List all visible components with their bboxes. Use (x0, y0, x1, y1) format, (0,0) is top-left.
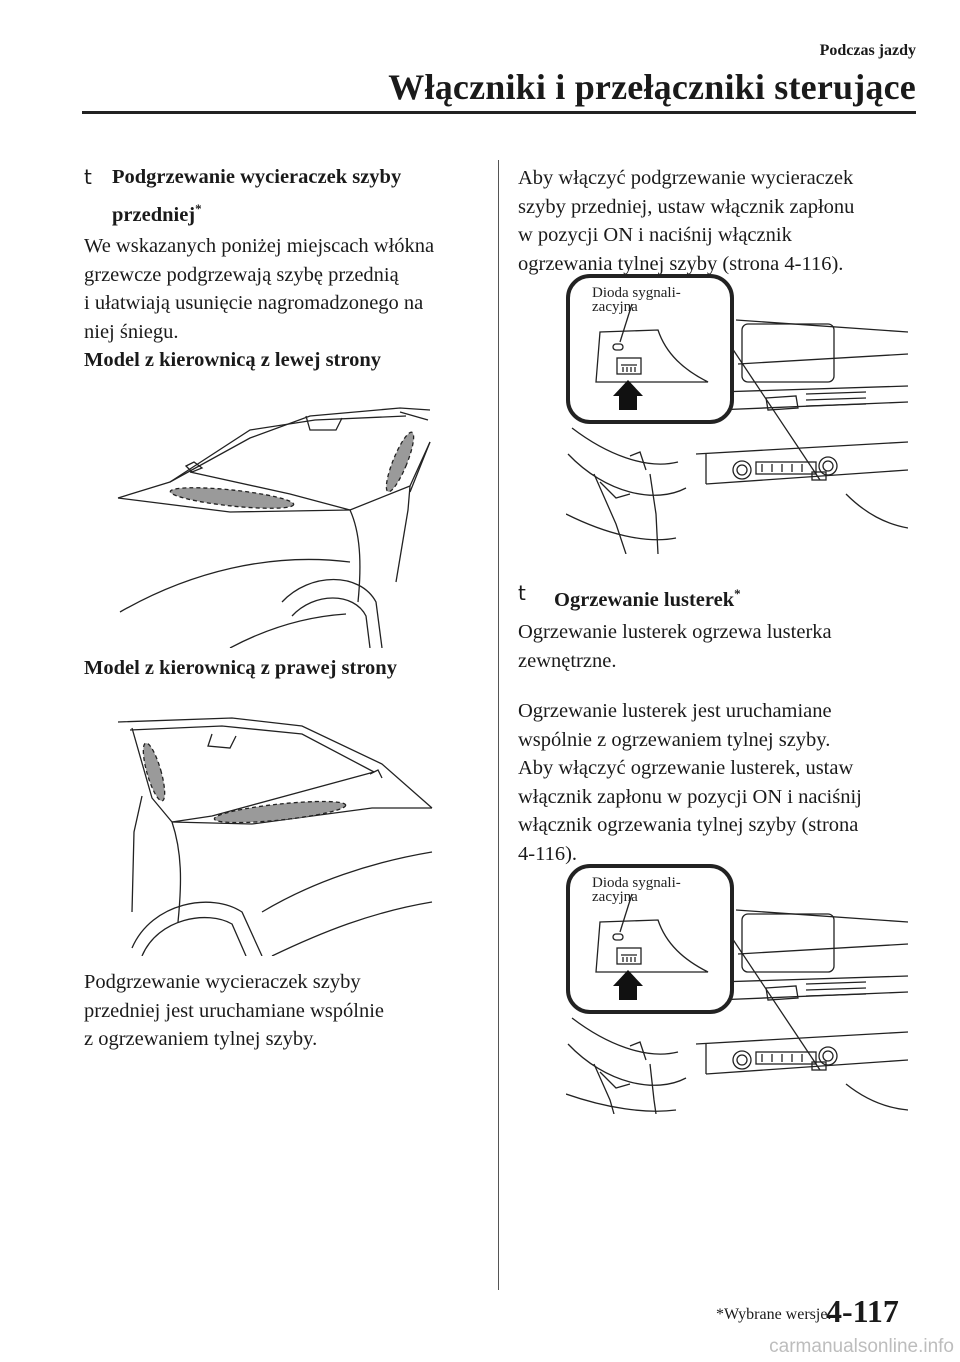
mirror-heater-para-1 (518, 618, 928, 675)
text-line: ogrzewania tylnej szyby (strona 4-116). (518, 252, 844, 275)
text-line: zewnętrzne. (518, 649, 617, 672)
figure-label-rhd: Model z kierownicą z prawej strony (84, 657, 397, 679)
text-line: przedniej jest uruchamiane wspólnie (84, 999, 384, 1022)
running-head-section: Podczas jazdy (819, 42, 916, 59)
section-bullet: t (518, 581, 526, 605)
page-number: 4-117 (826, 1293, 899, 1329)
figure-label-lhd: Model z kierownicą z lewej strony (84, 349, 381, 371)
section-title-mirror-heater: Ogrzewanie lusterek* (554, 586, 741, 611)
column-divider (498, 160, 499, 1290)
text-line: Podgrzewanie wycieraczek szyby (84, 971, 361, 993)
optional-mark: * (734, 586, 741, 601)
text-line: Aby włączyć podgrzewanie wycieraczek (518, 167, 854, 189)
text-line: grzewcze podgrzewają szybę przednią (84, 263, 399, 286)
text-line: niej śniegu. (84, 320, 179, 343)
text-line: w pozycji ON i naciśnij włącznik (518, 224, 792, 246)
header-rule (82, 111, 916, 114)
callout-label-line-1: Dioda sygnali- (592, 875, 681, 891)
section-title-wiper-deicer (112, 162, 401, 231)
wiper-deicer-intro (84, 232, 484, 375)
callout-label-line-2: zacyjna (592, 299, 638, 315)
wiper-deicer-instructions (518, 164, 928, 278)
footnote-optional-equipment: *Wybrane wersje. (716, 1306, 832, 1323)
section-heading-wiper-deicer (84, 162, 92, 194)
section-title-line-2: przedniej* (112, 201, 202, 226)
text-line: włącznik zapłonu w pozycji ON i naciśnij (518, 785, 862, 808)
text-line: szyby przedniej, ustaw włącznik zapłonu (518, 195, 855, 218)
figure-dashboard-switch-1 (566, 274, 908, 554)
text-line: i ułatwiają usunięcie nagromadzonego na (84, 292, 424, 314)
figure-dashboard-switch-2 (566, 864, 908, 1114)
text-line: Ogrzewanie lusterek jest uruchamiane (518, 700, 832, 722)
chapter-title: Włączniki i przełączniki sterujące (388, 67, 916, 107)
text-line: We wskazanych poniżej miejscach włókna (84, 235, 435, 257)
figure-rhd-windshield (112, 712, 434, 956)
text-line: Aby włączyć ogrzewanie lusterek, ustaw (518, 757, 854, 779)
optional-mark: * (195, 201, 202, 216)
callout-label-line-2: zacyjna (592, 889, 638, 905)
text-line: włącznik ogrzewania tylnej szyby (strona (518, 814, 859, 836)
text-line: 4-116). (518, 842, 578, 865)
section-bullet: t (84, 165, 92, 189)
callout-label-line-1: Dioda sygnali- (592, 285, 681, 301)
mirror-heater-para-2 (518, 697, 928, 868)
section-heading-mirror-heater (518, 578, 526, 610)
figure-lhd-windshield (110, 402, 434, 648)
text-line: wspólnie z ogrzewaniem tylnej szyby. (518, 728, 831, 751)
text-line: z ogrzewaniem tylnej szyby. (84, 1028, 318, 1050)
section-title-line-1: Podgrzewanie wycieraczek szyby (112, 166, 402, 188)
wiper-deicer-outro (84, 968, 484, 1054)
watermark: carmanualsonline.info (769, 1336, 954, 1357)
text-line: Ogrzewanie lusterek ogrzewa lusterka (518, 621, 832, 643)
